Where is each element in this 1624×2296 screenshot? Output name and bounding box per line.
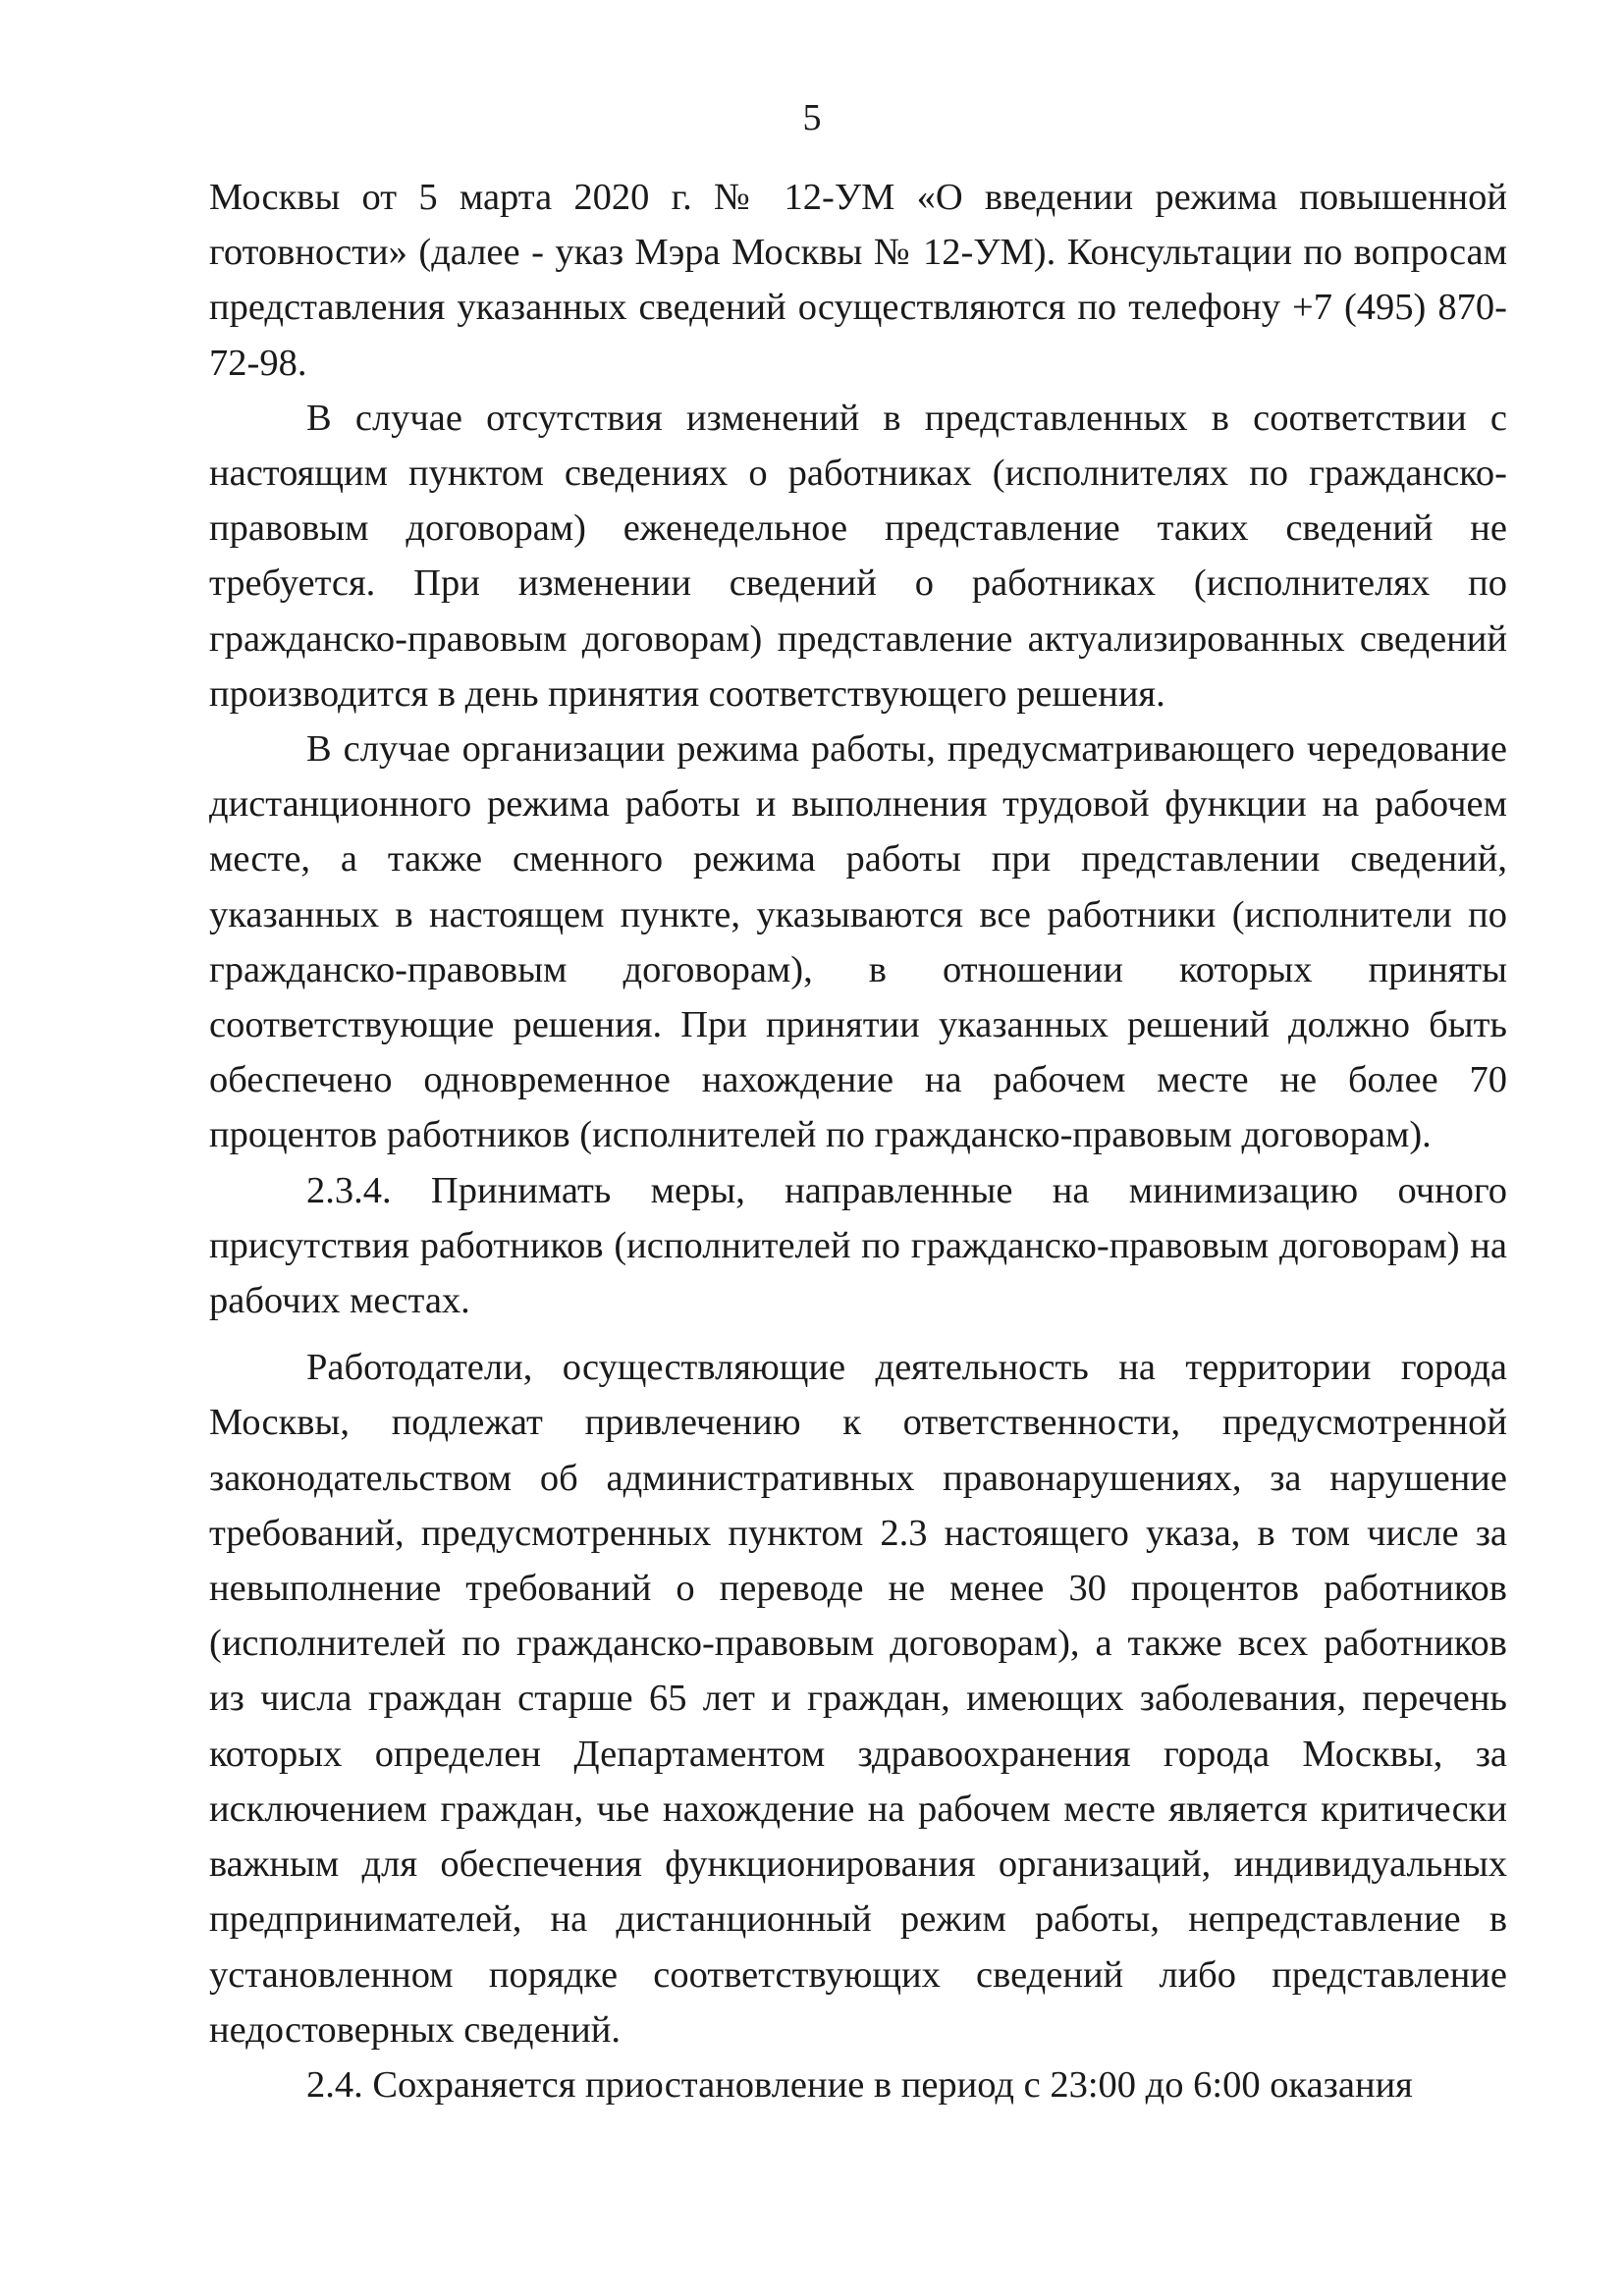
paragraph-work-regime: В случае организации режима работы, предусматривающего чередование дистанционного режима работы и выполнения трудовой функции на рабочем месте, а также сменного режима работы при представлении сведений, указанных в настоящем пункте, указываются все работники (исполнители по гражданско-правовым договорам), в отношении которых приняты соответствующие решения. При принятии указанных решений должно быть обеспечено одновременное нахождение на рабочем месте не более 70 процентов работников (исполнителей по гражданско-правовым договорам). bbox=[209, 728, 1507, 1156]
document-body bbox=[209, 170, 1507, 2112]
paragraph-continuation: Москвы от 5 марта 2020 г. № 12-УМ «О введении режима повышенной готовности» (далее - указ Мэра Москвы № 12-УМ). Консультации по вопросам представления указанных сведений осуществляются по телефону +7 (495) 870-72-98. bbox=[209, 177, 1507, 384]
paragraph-2-4: 2.4. Сохраняется приостановление в период с 23:00 до 6:00 оказания bbox=[306, 2063, 1413, 2106]
paragraph-employers-liability: Работодатели, осуществляющие деятельность на территории города Москвы, подлежат привлечению к ответственности, предусмотренной законодательством об административных правонарушениях, за нарушение требований, предусмотренных пунктом 2.3 настоящего указа, в том числе за невыполнение требований о переводе не менее 30 процентов работников (исполнителей по гражданско-правовым договорам), а также всех работников из числа граждан старше 65 лет и граждан, имеющих заболевания, перечень которых определен Департаментом здравоохранения города Москвы, за исключением граждан, чье нахождение на рабочем месте является критически важным для обеспечения функционирования организаций, индивидуальных предпринимателей, на дистанционный режим работы, непредставление в установленном порядке соответствующих сведений либо представление недостоверных сведений. bbox=[209, 1347, 1507, 2051]
paragraph-2-3-4: 2.3.4. Принимать меры, направленные на минимизацию очного присутствия работников (исполнителей по гражданско-правовым договорам) на рабочих местах. bbox=[209, 1169, 1507, 1322]
page-number: 5 bbox=[802, 97, 822, 138]
paragraph-no-changes: В случае отсутствия изменений в представленных в соответствии с настоящим пунктом сведениях о работниках (исполнителях по гражданско-правовым договорам) еженедельное представление таких сведений не требуется. При изменении сведений о работниках (исполнителях по гражданско-правовым договорам) представление актуализированных сведений производится в день принятия соответствующего решения. bbox=[209, 397, 1507, 715]
